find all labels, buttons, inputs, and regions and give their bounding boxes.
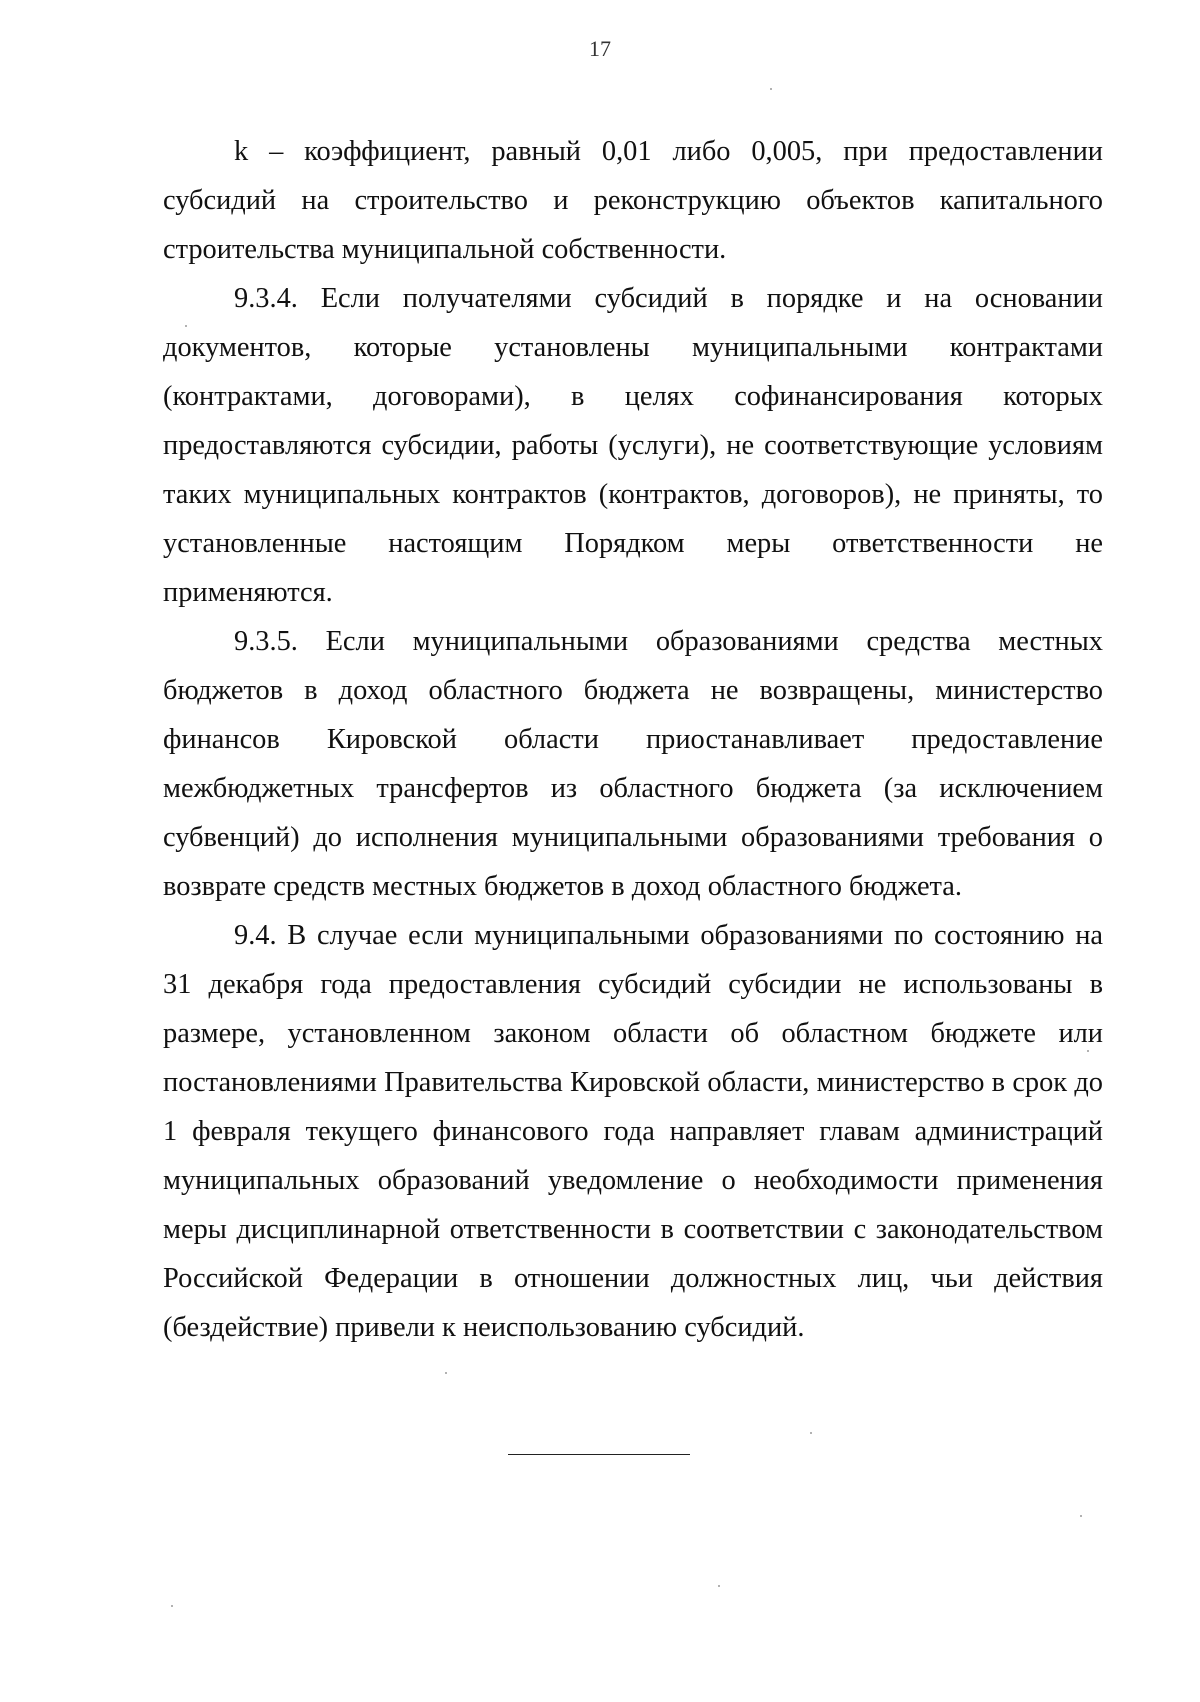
scan-speck [718, 1585, 720, 1587]
paragraph-coefficient-k: k – коэффициент, равный 0,01 либо 0,005, при предоставлении субсидий на строительство и реконструкцию объектов капитального строительства муниципальной собственности. [163, 136, 1103, 265]
document-body [163, 127, 1103, 1352]
scan-speck [185, 325, 187, 327]
page-number: 17 [589, 36, 611, 61]
scan-speck [1087, 1050, 1089, 1052]
paragraph-9-3-4: 9.3.4. Если получателями субсидий в порядке и на основании документов, которые установлены муниципальными контрактами (контрактами, договорами), в целях софинансирования которых предоставляются субсидии, работы (услуги), не соответствующие условиям таких муниципальных контрактов (контрактов, договоров), не приняты, то установленные настоящим Порядком меры ответственности не применяются. [163, 283, 1103, 608]
scan-speck [810, 1432, 812, 1434]
scan-speck [1080, 1515, 1082, 1517]
end-of-text-rule [508, 1454, 690, 1455]
paragraph-9-3-5: 9.3.5. Если муниципальными образованиями средства местных бюджетов в доход областного бюджета не возвращены, министерство финансов Кировской области приостанавливает предоставление межбюджетных трансфертов из областного бюджета (за исключением субвенций) до исполнения муниципальными образованиями требования о возврате средств местных бюджетов в доход областного бюджета. [163, 626, 1103, 902]
scan-speck [445, 1372, 447, 1374]
scan-speck [171, 1605, 173, 1607]
paragraph-9-4: 9.4. В случае если муниципальными образованиями по состоянию на 31 декабря года предоставления субсидий субсидии не использованы в размере, установленном законом области об областном бюджете или постановлениями Правительства Кировской области, министерство в срок до 1 февраля текущего финансового года направляет главам администраций муниципальных образований уведомление о необходимости применения меры дисциплинарной ответственности в соответствии с законодательством Российской Федерации в отношении должностных лиц, чьи действия (бездействие) привели к неиспользованию субсидий. [163, 920, 1103, 1343]
scan-speck [770, 88, 772, 90]
